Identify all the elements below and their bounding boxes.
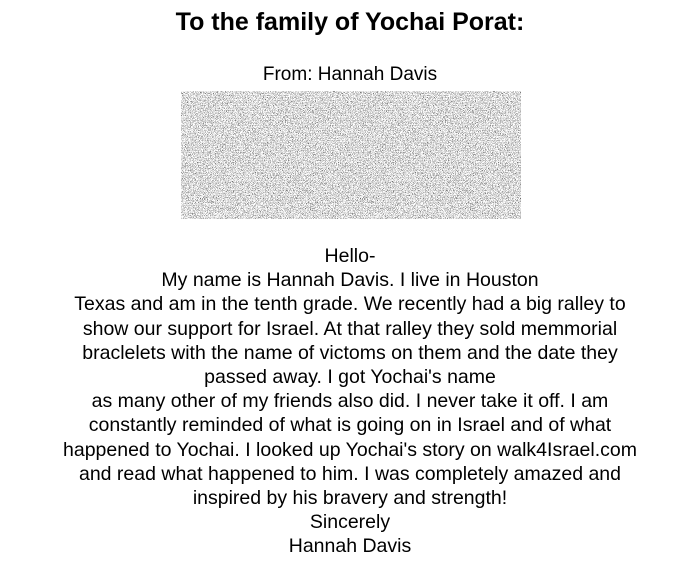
body-line: Texas and am in the tenth grade. We recently had a big ralley to [74,293,626,316]
closing: Sincerely [309,511,391,534]
body-line: and read what happened to him. I was completely amazed and [78,462,621,485]
sender-line: From: Hannah Davis [262,64,438,85]
body-line: constantly reminded of what is going on in Israel and of what [88,414,612,437]
redacted-address-block [181,91,521,219]
letter-body [0,244,700,559]
body-line: My name is Hannah Davis. I live in Houston [161,269,539,292]
body-line: inspired by his bravery and strength! [192,487,508,510]
body-line: show our support for Israel. At that ralley they sold memmorial [82,317,618,340]
body-line: passed away. I got Yochai's name [204,366,496,389]
body-line: as many other of my friends also did. I never take it off. I am [91,390,609,413]
letter-title: To the family of Yochai Porat: [175,8,525,36]
noise-pattern [181,91,521,219]
body-line: happened to Yochai. I looked up Yochai's story on walk4Israel.com [63,438,637,461]
signature: Hannah Davis [288,535,412,558]
body-line: braclelets with the name of victoms on them and the date they [82,341,618,364]
greeting: Hello- [324,245,376,267]
